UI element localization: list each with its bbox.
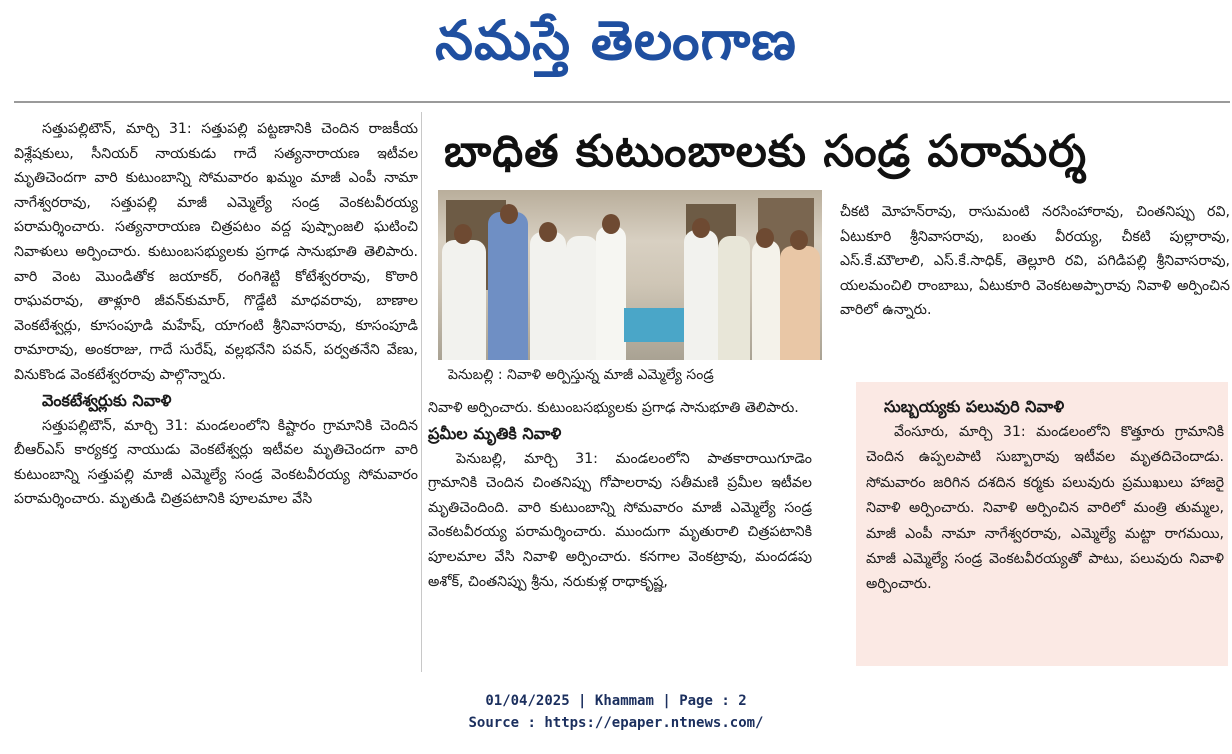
footer-source-line: Source : https://epaper.ntnews.com/	[468, 715, 764, 731]
story-paragraph: వేంసూరు, మార్చి 31: మండలంలోని కొత్తూరు గ్రామానికి చెందిన ఉప్పలపాటి సుబ్బారావు ఇటీవల మృతదిచెందాడు. సోమవారం జరిగిన దశదిన కర్మకు పలువురు ప్రముఖులు హాజరై నివాళి అర్పించారు. నివాళి అర్పించిన వారిలో మంత్రి తుమ్మల, మాజీ ఎంపీ నామా నాగేశ్వరరావు, ఎమ్మెల్యే మట్టా రాగమయి, మాజీ ఎమ్మెల్యే సండ్ర వెంకటవీరయ్యతో పాటు, పలువురు నివాళి అర్పించారు.	[866, 424, 1224, 593]
left-column	[14, 117, 418, 512]
column-divider	[421, 112, 422, 672]
news-photo	[438, 190, 822, 360]
subheading: ప్రమీల మృతికి నివాళి	[428, 423, 562, 443]
right-column	[840, 200, 1230, 323]
story-paragraph: సత్తుపల్లిటౌన్, మార్చి 31: సత్తుపల్లి పట్టణానికి చెందిన రాజకీయ విశ్లేషకులు, సీనియర్ నాయకుడు గాదే సత్యనారాయణ ఇటీవల మృతిచెందగా వారి కుటుంబాన్ని సోమవారం ఖమ్మం మాజీ ఎంపీ నామా నాగేశ్వరరావు, సత్తుపల్లి మాజీ ఎమ్మెల్యే సండ్ర వెంకటవీరయ్య పరామర్శించారు. సత్యనారాయణ చిత్రపటం వద్ద పుష్పాంజలి ఘటించి నివాళులు అర్పించారు. కుటుంబసభ్యులకు ప్రగాఢ సానుభూతి తెలిపారు. వారి వెంట మొండితోక జయాకర్, రంగిశెట్టి కోటేశ్వరరావు, కొఠారి రాఘవరావు, తాళ్లూరి జీవన్‌కుమార్, గొడ్డేటి మాధవరావు, బాణాల వెంకటేశ్వర్లు, కూసంపూడి మహేష్, యాగంటి శ్రీనివాసరావు, కూసంపూడి రామారావు, అంకరాజు, గాదే సురేష్, వల్లభనేని పవన్, పర్వతనేని వేణు, వినుకొండ వెంకటేశ్వరరావు పాల్గొన్నారు.	[14, 121, 418, 383]
boxed-story-title: సుబ్బయ్యకు పలువురి నివాళి	[884, 397, 1065, 416]
subheading: వెంకటేశ్వర్లుకు నివాళి	[42, 390, 172, 410]
story-paragraph: పెనుబల్లి, మార్చి 31: మండలంలోని పాతకారాయిగూడెం గ్రామానికి చెందిన చింతనిప్పు గోపాలరావు సతీమణి ప్రమీల ఇటీవల మృతిచెందింది. వారి కుటుంబాన్ని సోమవారం మాజీ ఎమ్మెల్యే సండ్ర వెంకటవీరయ్య పరామర్శించారు. ముందుగా మృతురాలి చిత్రపటానికి పూలమాల వేసి నివాళి అర్పించారు. కనగాల వెంకట్రావు, మందడపు అశోక్, చింతనిప్పు శ్రీను, నరుకుళ్ల రాధాకృష్ణ,	[428, 450, 812, 590]
footer-date-line: 01/04/2025 | Khammam | Page : 2	[485, 693, 747, 709]
headline: బాధిత కుటుంబాలకు సండ్ర పరామర్శ	[444, 126, 1087, 177]
photo-caption: పెనుబల్లి : నివాళి అర్పిస్తున్న మాజీ ఎమ్మెల్యే సండ్ర	[448, 367, 714, 383]
footer	[0, 690, 1232, 734]
boxed-story	[866, 394, 1224, 598]
middle-column	[428, 396, 812, 594]
story-paragraph: చీకటి మోహన్‌రావు, రాసుమంటి నరసింహారావు, చింతనిప్పు రవి, ఏటుకూరి శ్రీనివాసరావు, బంతు వీరయ్య, చీకటి పుల్లారావు, ఎస్.కే.మౌలాలి, ఎస్.కే.సాధిక్, తెల్లూరి రవి, పగిడిపల్లి శ్రీనివాసరావు, యలమంచిలి రాంబాబు, ఏటుకూరి వెంకటఅప్పారావు నివాళి అర్పించిన వారిలో ఉన్నారు.	[840, 204, 1230, 319]
masthead	[0, 0, 1232, 84]
story-paragraph: సత్తుపల్లిటౌన్, మార్చి 31: మండలంలోని కిష్టారం గ్రామానికి చెందిన బీఆర్ఎస్ కార్యకర్త నాయుడు వెంకటేశ్వర్లు ఇటీవల మృతిచెందగా వారి కుటుంబాన్ని సత్తుపల్లి మాజీ ఎమ్మెల్యే సండ్ర వెంకటవీరయ్య సోమవారం పరామర్శించారు. మృతుడి చిత్రపటానికి పూలమాల వేసి	[14, 417, 418, 508]
story-paragraph: నివాళి అర్పించారు. కుటుంబసభ్యులకు ప్రగాఢ సానుభూతి తెలిపారు.	[428, 400, 799, 416]
header-rule	[14, 101, 1230, 103]
newspaper-logo: నమస్తే తెలంగాణ	[435, 9, 797, 72]
